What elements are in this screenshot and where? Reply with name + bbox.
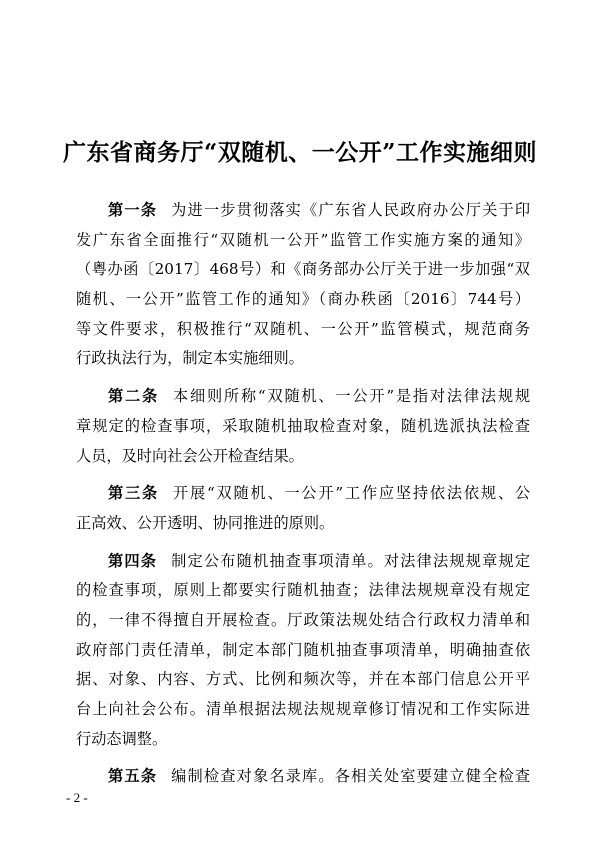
article-2-line: 章规定的检查事项，采取随机抽取检查对象，随机选派执法检查	[76, 416, 530, 435]
article-4-line: 的检查事项，原则上都要实行随机抽查；法律法规规章没有规定	[76, 581, 530, 600]
article-4-line: 台上向社会公布。清单根据法规法规规章修订情况和工作实际进	[76, 700, 530, 718]
article-2	[76, 382, 530, 471]
article-5-first-text: 编制检查对象名录库。各相关处室要建立健全检查	[171, 767, 531, 786]
article-4-line: 的，一律不得擅自开展检查。厅政策法规处结合行政权力清单和	[76, 610, 530, 629]
article-4-line: 行动态调整。	[76, 729, 168, 748]
article-4-heading: 第四条	[108, 551, 158, 570]
article-5-first-line	[76, 762, 530, 792]
article-1-line: 发广东省全面推行“双随机一公开”监管工作实施方案的通知》	[76, 230, 530, 249]
article-4-first-text: 制定公布随机抽查事项清单。对法律法规规章规定	[171, 551, 531, 570]
article-1-line: 随机、一公开”监管工作的通知》（商办秩函〔2016〕744号）	[76, 290, 530, 309]
article-4-first-line	[76, 547, 530, 577]
article-3-heading: 第三条	[108, 484, 159, 503]
article-1-first-text: 为进一步贯彻落实《广东省人民政府办公厅关于印	[171, 201, 531, 219]
article-2-heading: 第二条	[108, 387, 159, 406]
article-4-line: 政府部门责任清单，制定本部门随机抽查事项清单，明确抽查依	[76, 640, 530, 659]
article-5	[76, 762, 530, 792]
article-4	[76, 547, 530, 755]
document-body	[76, 196, 530, 800]
article-1	[76, 196, 530, 374]
article-1-line: 等文件要求，积极推行“双随机、一公开”监管模式，规范商务	[76, 319, 530, 338]
article-1-heading: 第一条	[108, 201, 158, 219]
article-3-first-line	[76, 479, 530, 509]
article-5-heading: 第五条	[108, 767, 158, 786]
article-2-line: 人员，及时向社会公开检查结果。	[76, 446, 304, 465]
article-2-first-line	[76, 382, 530, 412]
article-1-first-line	[76, 196, 530, 226]
article-4-line: 据、对象、内容、方式、比例和频次等，并在本部门信息公开平	[76, 670, 530, 689]
article-3-first-text: 开展“双随机、一公开”工作应坚持依法依规、公	[172, 484, 531, 503]
article-3-line: 正高效、公开透明、协同推进的原则。	[76, 513, 335, 532]
document-title: 广东省商务厅“双随机、一公开”工作实施细则	[63, 139, 537, 166]
article-3	[76, 479, 530, 538]
article-2-first-text: 本细则所称“双随机、一公开”是指对法律法规规	[172, 387, 531, 406]
article-1-line: 行政执法行为，制定本实施细则。	[76, 349, 304, 368]
article-1-line: （粤办函〔2017〕468号）和《商务部办公厅关于进一步加强“双	[76, 260, 530, 279]
page-number: - 2 -	[66, 790, 88, 805]
